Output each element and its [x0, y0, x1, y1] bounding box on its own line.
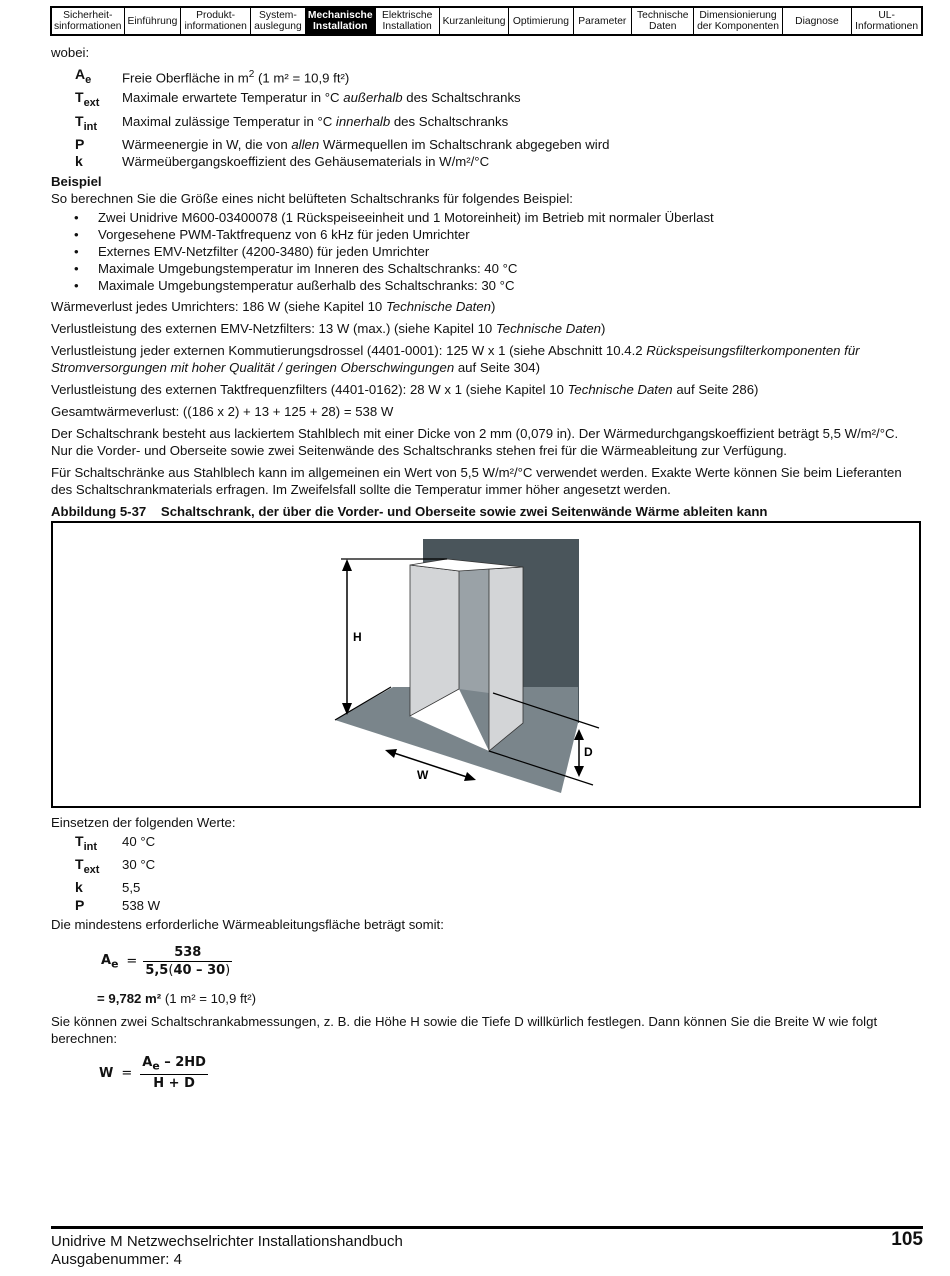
- definition-row: P Wärmeenergie in W, die von allen Wärmequellen im Schaltschrank abgegeben wird: [75, 135, 610, 152]
- arrowhead-icon: [385, 749, 397, 758]
- enclosure-right-panel: [489, 567, 523, 751]
- label-d: D: [584, 744, 593, 759]
- nav-tab[interactable]: System- auslegung: [251, 8, 306, 34]
- definition-list: [75, 66, 921, 171]
- formula-width: W = $\frac{A_e - 2HD}{H + D}$: [99, 1055, 206, 1092]
- chapter-navigation: [50, 6, 923, 36]
- area-lead: Die mindestens erforderliche Wärmeableitungsfläche beträgt somit:: [51, 917, 444, 933]
- nav-tab[interactable]: Optimierung: [509, 8, 573, 34]
- page-content: [51, 44, 921, 1091]
- arrowhead-icon: [342, 559, 352, 571]
- paragraph-steel-value: Für Schaltschränke aus Stahlblech kann im allgemeinen ein Wert von 5,5 W/m²/°C verwendet werden. Exakte Werte können Sie beim Lieferanten des Schaltschrankmaterials erfragen. Im Zweifelsfall sollte die Temperatur immer höher angesetzt werden.: [51, 464, 902, 497]
- list-item: • Vorgesehene PWM-Taktfrequenz von 6 kHz für jeden Umrichter: [98, 226, 921, 243]
- intro-text: wobei:: [51, 45, 90, 60]
- formula-area: $A_e$ = $\frac{538}{5,5(40 - 30)}$: [101, 945, 231, 979]
- list-item: • Zwei Unidrive M600-03400078 (1 Rückspeiseeinheit und 1 Motoreinheit) im Betrieb mit normaler Überlast: [98, 209, 921, 226]
- nav-tab[interactable]: Parameter: [574, 8, 633, 34]
- manual-title: Unidrive M Netzwechselrichter Installationshandbuch: [51, 1233, 403, 1250]
- issue-number: Ausgabenummer: 4: [51, 1251, 182, 1268]
- paragraph-emc-filter-loss: Verlustleistung des externen EMV-Netzfilters: 13 W (max.) (siehe Kapitel 10 Technische Daten): [51, 320, 606, 336]
- nav-tab[interactable]: Einführung: [125, 8, 182, 34]
- nav-tab[interactable]: Mechanische Installation: [306, 8, 376, 34]
- enclosure-diagram: [53, 523, 919, 806]
- definition-row: k Wärmeübergangskoeffizient des Gehäusematerials in W/m²/°C: [75, 153, 490, 170]
- enclosure-back-panel: [459, 569, 489, 693]
- paragraph-total-loss: Gesamtwärmeverlust: ((186 x 2) + 13 + 125 + 28) = 538 W: [51, 403, 394, 419]
- paragraph-drive-loss: Wärmeverlust jedes Umrichters: 186 W (siehe Kapitel 10 Technische Daten): [51, 298, 496, 314]
- enclosure-left-panel: [410, 565, 459, 716]
- definition-row: $T_{int}$ Maximal zulässige Temperatur in °C innerhalb des Schaltschranks: [75, 112, 509, 133]
- fraction: $\frac{538}{5,5(40 - 30)}$: [145, 945, 231, 979]
- list-item: • Maximale Umgebungstemperatur außerhalb des Schaltschranks: 30 °C: [98, 277, 921, 294]
- nav-tab[interactable]: UL- Informationen: [855, 10, 919, 32]
- example-list: [51, 209, 921, 294]
- paragraph-choke-loss: Verlustleistung jeder externen Kommutierungsdrossel (4401-0001): 125 W x 1 (siehe Abschnitt 10.4.2 Rückspeisungsfilterkomponenten für Stromversorgungen mit hoher Qualität / geringen Oberschwingungen auf Seite 304): [51, 342, 860, 375]
- area-result: = 9,782 m² (1 m² = 10,9 ft²): [97, 991, 257, 1007]
- label-h: H: [353, 629, 362, 644]
- figure-title: Abbildung 5-37 Schaltschrank, der über die Vorder- und Oberseite sowie zwei Seitenwände Wärme ableiten kann: [51, 503, 768, 519]
- paragraph-enclosure-material: Der Schaltschrank besteht aus lackiertem Stahlblech mit einer Dicke von 2 mm (0,079 in). Der Wärmedurchgangskoeffizient beträgt 5,5 W/m²/°C. Nur die Vorder- und Oberseite sowie zwei Seitenwände des Schaltschranks stehen frei für die Wärmeableitung zur Verfügung.: [51, 425, 899, 458]
- nav-tab[interactable]: Technische Daten: [632, 8, 694, 34]
- nav-tab[interactable]: Produkt- informationen: [181, 8, 251, 34]
- nav-tab[interactable]: Sicherheit- sinformationen: [52, 8, 125, 34]
- label-w: W: [417, 767, 429, 782]
- page-footer: [51, 1226, 923, 1269]
- nav-tab[interactable]: Diagnose: [783, 8, 853, 34]
- figure-box: [51, 521, 921, 808]
- definition-row: $T_{ext}$ Maximale erwartete Temperatur in °C außerhalb des Schaltschranks: [75, 89, 521, 110]
- nav-tab[interactable]: Kurzanleitung: [440, 8, 510, 34]
- definition-row: $A_e$ Freie Oberfläche in $m^2$ (1 m² = 10,9 ft²): [75, 66, 350, 86]
- nav-tab[interactable]: Elektrische Installation: [376, 8, 440, 34]
- width-lead: Sie können zwei Schaltschrankabmessungen, z. B. die Höhe H sowie die Tiefe D willkürlich festlegen. Dann können Sie die Breite W wie folgt berechnen:: [51, 1014, 878, 1047]
- example-heading: Beispiel: [51, 173, 102, 189]
- values-lead: Einsetzen der folgenden Werte:: [51, 814, 236, 830]
- value-row: k 5,5: [75, 879, 141, 896]
- value-row: P 538 W: [75, 896, 161, 913]
- value-row: $T_{ext}$ 30 °C: [75, 856, 156, 876]
- arrowhead-icon: [574, 766, 584, 777]
- nav-tab[interactable]: Dimensionierung der Komponenten: [694, 8, 782, 34]
- list-item: • Externes EMV-Netzfilter (4200-3480) für jeden Umrichter: [98, 243, 921, 260]
- fraction: $\frac{A_e - 2HD}{H + D}$: [142, 1055, 206, 1092]
- value-row: $T_{int}$ 40 °C: [75, 832, 156, 853]
- example-lead: So berechnen Sie die Größe eines nicht belüfteten Schaltschranks für folgendes Beispiel:: [51, 190, 573, 206]
- values-list: [75, 833, 921, 915]
- paragraph-switching-filter-loss: Verlustleistung des externen Taktfrequenzfilters (4401-0162): 28 W x 1 (siehe Kapitel 10 Technische Daten auf Seite 286): [51, 381, 759, 397]
- page-number: 105: [891, 1229, 923, 1250]
- arrowhead-icon: [464, 772, 476, 781]
- list-item: • Maximale Umgebungstemperatur im Inneren des Schaltschranks: 40 °C: [98, 260, 921, 277]
